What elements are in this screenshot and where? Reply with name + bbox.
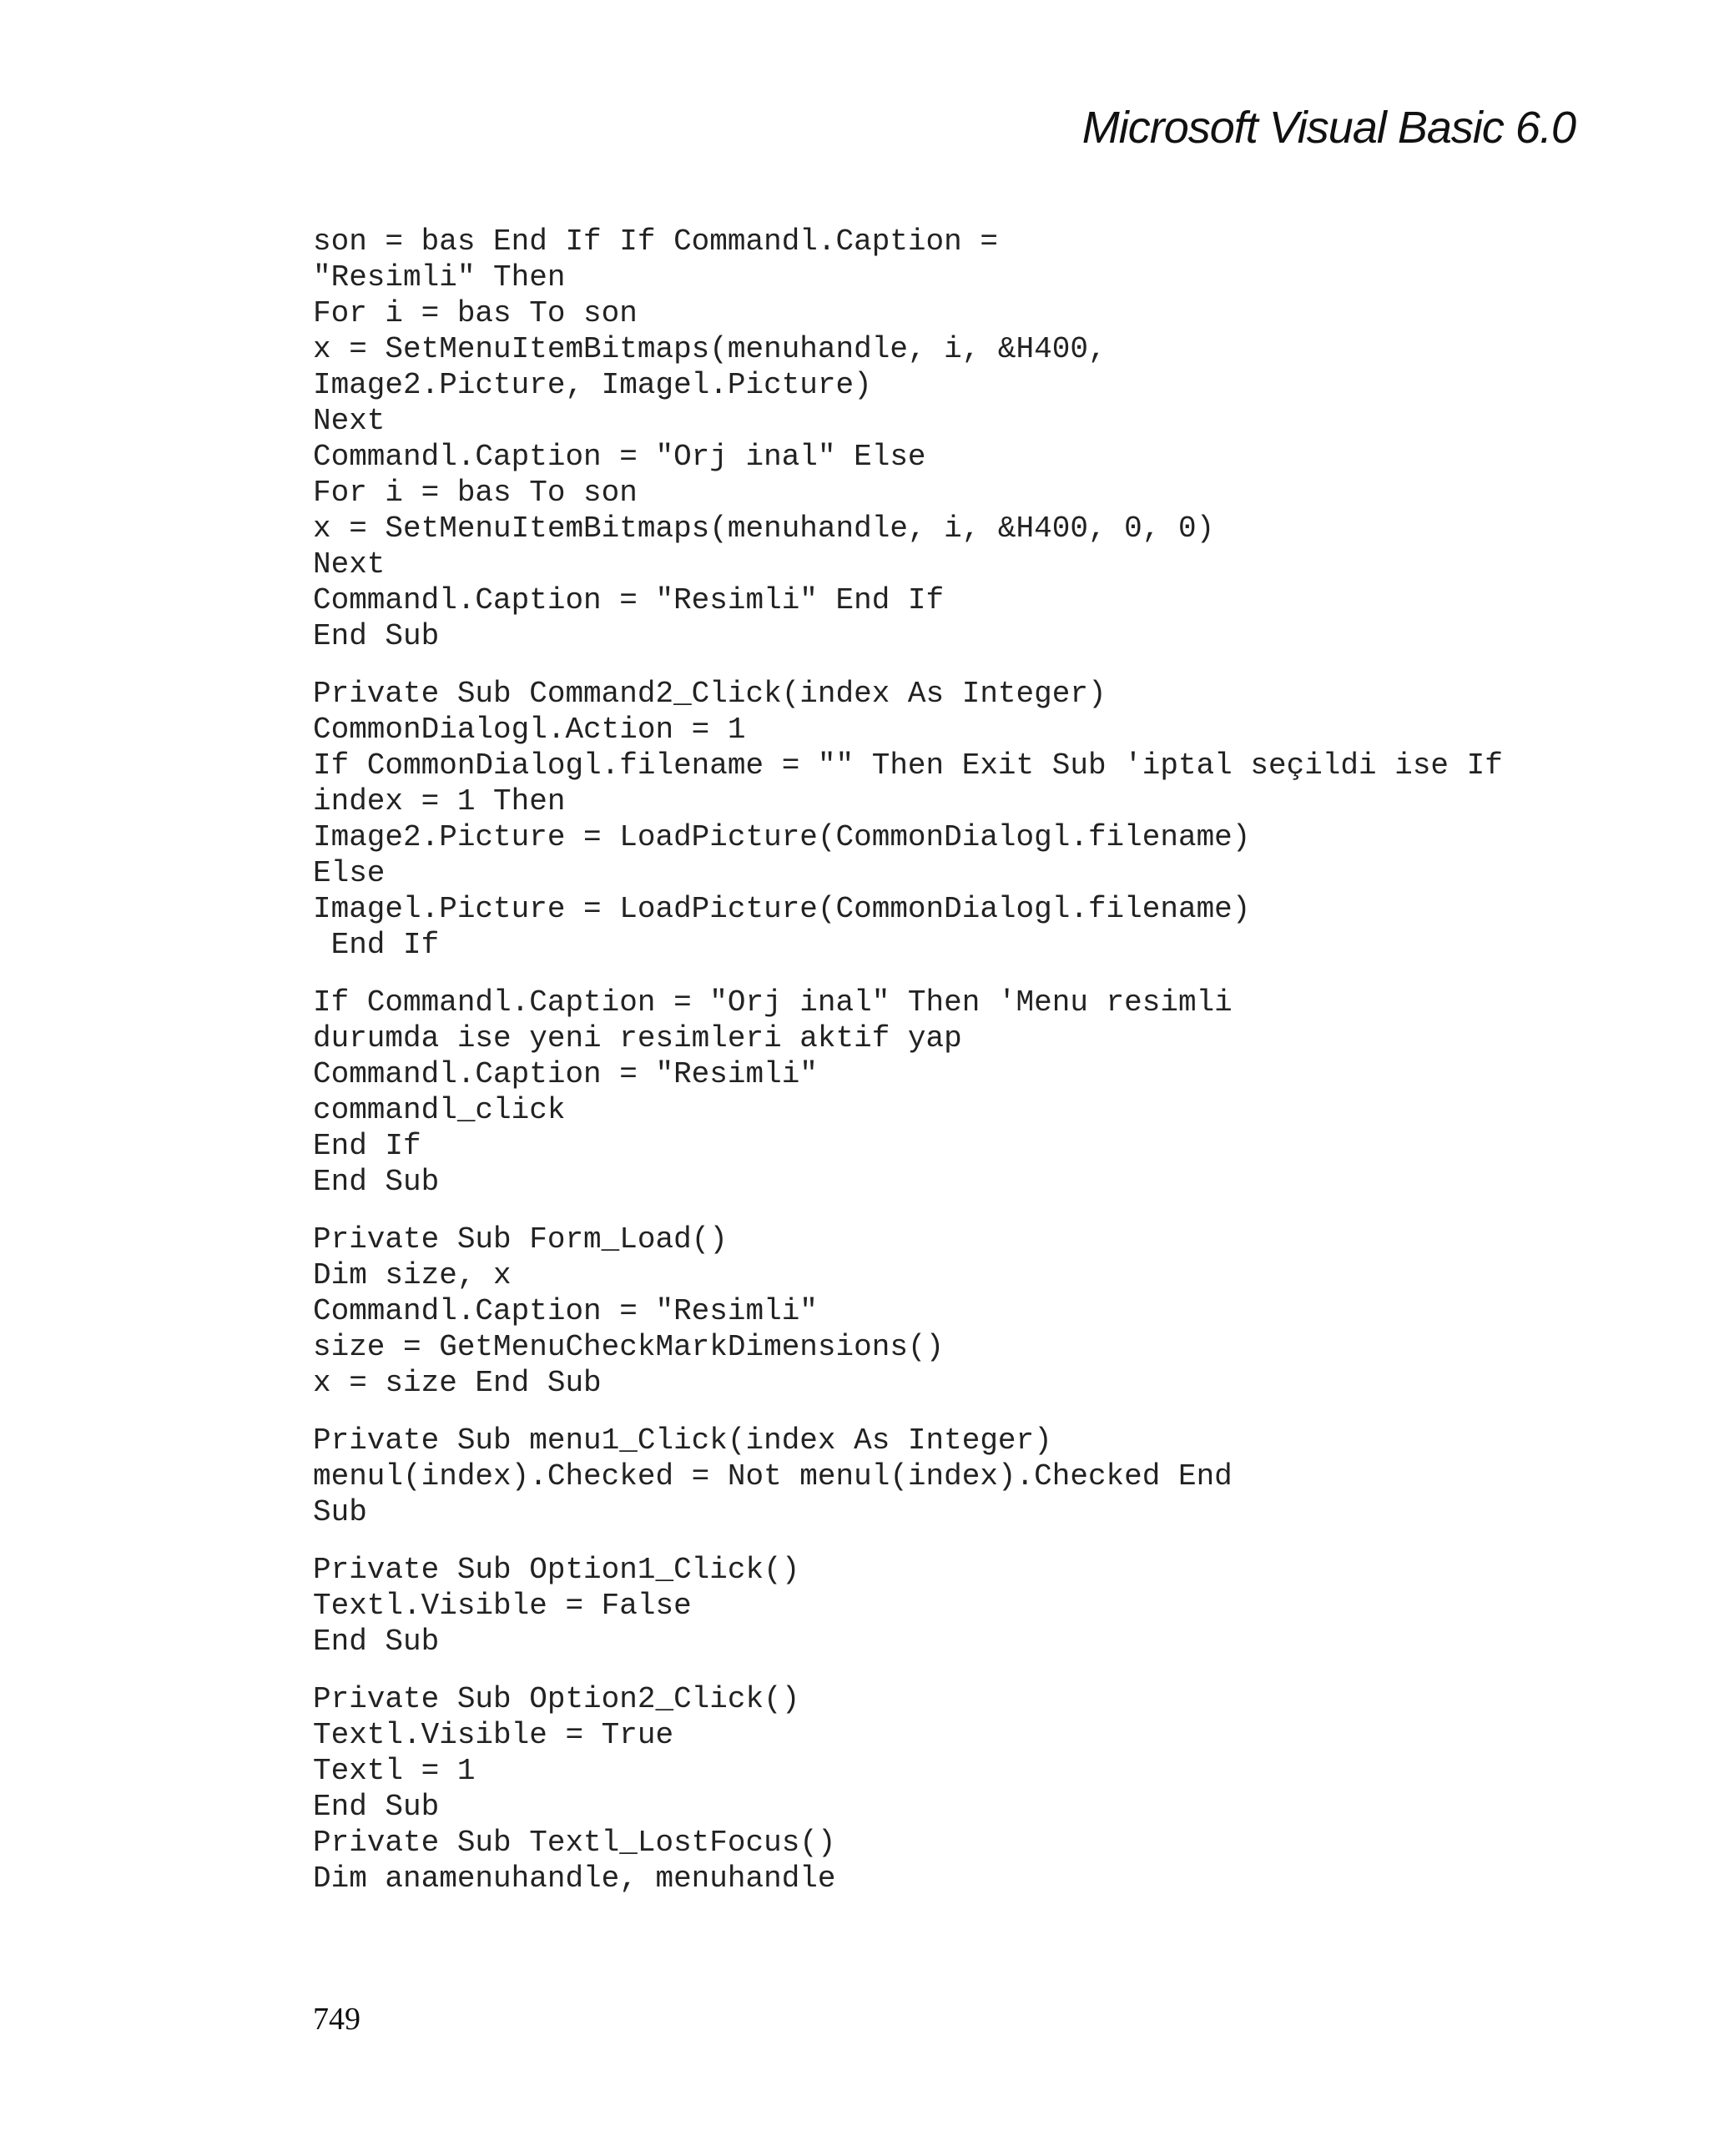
code-line: End Sub (313, 1790, 440, 1824)
code-line: Private Sub menu1_Click(index As Integer) (313, 1423, 1052, 1458)
code-line: Image2.Picture = LoadPicture(CommonDialogl.filename) (313, 820, 1251, 854)
code-line: Textl = 1 (313, 1754, 476, 1788)
code-blank-line (313, 1660, 1615, 1681)
code-line: If CommonDialogl.filename = "" Then Exit Sub 'iptal seçildi ise If (313, 748, 1503, 783)
code-line: For i = bas To son (313, 476, 638, 510)
code-line: x = SetMenuItemBitmaps(menuhandle, i, &H400, (313, 332, 1107, 366)
code-line: "Resimli" Then (313, 260, 566, 295)
code-line: Dim anamenuhandle, menuhandle (313, 1861, 836, 1896)
code-line: commandl_click (313, 1093, 566, 1127)
code-line: Next (313, 547, 386, 582)
code-line: Imagel.Picture = LoadPicture(CommonDialogl.filename) (313, 892, 1251, 926)
page-number: 749 (313, 2002, 360, 2037)
code-listing (313, 224, 1615, 1897)
code-blank-line (313, 1401, 1615, 1423)
code-line: Commandl.Caption = "Resimli" (313, 1294, 818, 1328)
code-blank-line (313, 1200, 1615, 1222)
code-line: Private Sub Textl_LostFocus() (313, 1826, 836, 1860)
code-line: Commandl.Caption = "Orj inal" Else (313, 440, 926, 474)
code-blank-line (313, 1530, 1615, 1552)
code-line: Next (313, 404, 386, 438)
code-blank-line (313, 963, 1615, 985)
code-line: End Sub (313, 1625, 440, 1659)
code-line: son = bas End If If Commandl.Caption = (313, 224, 998, 259)
code-line: Private Sub Form_Load() (313, 1222, 728, 1257)
code-line: End If (313, 1129, 421, 1163)
code-line: Sub (313, 1495, 367, 1529)
page-header-title: Microsoft Visual Basic 6.0 (1081, 103, 1575, 153)
code-line: Private Sub Command2_Click(index As Integer) (313, 677, 1107, 711)
code-line: durumda ise yeni resimleri aktif yap (313, 1021, 962, 1055)
code-line: Private Sub Option1_Click() (313, 1553, 800, 1587)
code-line: size = GetMenuCheckMarkDimensions() (313, 1330, 945, 1364)
code-line: x = SetMenuItemBitmaps(menuhandle, i, &H400, 0, 0) (313, 511, 1215, 546)
code-line: Textl.Visible = True (313, 1718, 674, 1752)
code-line: If Commandl.Caption = "Orj inal" Then 'Menu resimli (313, 985, 1233, 1020)
code-line: Else (313, 856, 386, 890)
code-line: Commandl.Caption = "Resimli" End If (313, 583, 945, 617)
code-line: End Sub (313, 1165, 440, 1199)
code-line: index = 1 Then (313, 784, 566, 819)
code-line: menul(index).Checked = Not menul(index).Checked End (313, 1459, 1233, 1494)
code-line: Image2.Picture, Imagel.Picture) (313, 368, 872, 402)
code-line: End If (313, 928, 440, 962)
code-line: Commandl.Caption = "Resimli" (313, 1057, 818, 1091)
code-blank-line (313, 654, 1615, 676)
code-line: Dim size, x (313, 1258, 512, 1292)
code-line: Textl.Visible = False (313, 1589, 692, 1623)
code-line: Private Sub Option2_Click() (313, 1682, 800, 1716)
code-line: x = size End Sub (313, 1366, 602, 1400)
code-line: For i = bas To son (313, 296, 638, 330)
code-line: End Sub (313, 619, 440, 653)
code-line: CommonDialogl.Action = 1 (313, 713, 746, 747)
